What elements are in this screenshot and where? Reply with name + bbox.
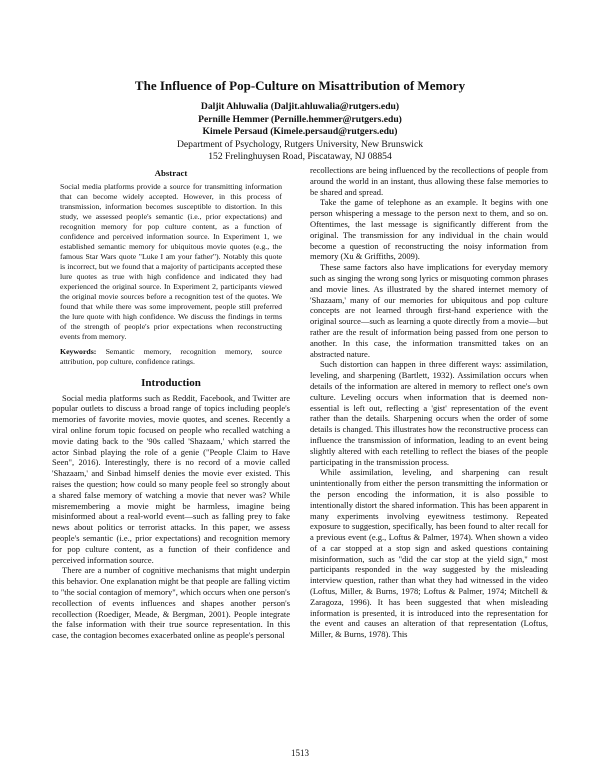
left-column	[52, 168, 290, 641]
abstract-body	[52, 182, 290, 342]
keywords	[52, 347, 290, 367]
paper-title: The Influence of Pop-Culture on Misattribution of Memory	[134, 78, 466, 93]
keywords-label: Keywords:	[60, 346, 97, 356]
body-paragraph: Such distortion can happen in three different ways: assimilation, leveling, and sharpening (Bartlett, 1932). Assimilation occurs when details of the information are altered in memory to reflect one's own culture. Leveling occurs when information that is deemed non-essential is left out, reflecting a 'gist' representation of the event rather than the details. Sharpening occurs when the order of some details is changed. This illustrates how the reconstructive process can influence the transmission of information, leading to an event being slightly altered with each retelling to reflect the biases of the people participating in the transmission process.	[310, 359, 548, 467]
affiliation-line: 152 Frelinghuysen Road, Piscataway, NJ 08854	[208, 151, 392, 162]
right-column	[310, 165, 548, 640]
page-number: 1513	[291, 748, 309, 758]
body-paragraph: Take the game of telephone as an example. It begins with one person whispering a message to the person next to them, and so on. Oftentimes, the last message is significantly different from the original. The transmission for any individual in the chain would become a question of reconstructing the noisy information from memory (Xu & Griffiths, 2009).	[310, 197, 548, 262]
body-paragraph: Social media platforms such as Reddit, Facebook, and Twitter are popular outlets to discuss a broad range of topics including people's memories of favorite movies, movie quotes, and scenes. Recently a viral online forum topic focused on people who recalled watching a movie dating back to the '90s called 'Shazaam,' which starred the actor Sinbad playing the role of a genie ("People Claim to Have Seen", 2016). Interestingly, there is no record of a movie called 'Shazaam,' and Sinbad himself denies the movie ever existed. This raises the question; how could so many people feel so strongly about a shared false memory of watching a movie that never was? While misremembering a movie might be harmless, imagine being misinformed about a real-world event—such as falling prey to fake news about politics or terrorist attacks. In this paper, we assess people's semantic (i.e., prior expectations) and recognition memory for pop culture content, as a function of their confidence and perceived information source.	[52, 392, 290, 565]
author-block	[60, 101, 540, 164]
body-paragraph: There are a number of cognitive mechanisms that might underpin this behavior. One explanation might be that people are falling victim to "the social contagion of memory", which occurs when one person's recollection of events influences and shapes another person's recollection (Roediger, Meade, & Bergman, 2001). People integrate the false information with their true source representation. In this case, the contagion becomes exacerbated online as people's personal	[52, 565, 290, 641]
author-line: Daljit Ahluwalia (Daljit.ahluwalia@rutgers.edu)	[200, 101, 400, 112]
body-paragraph: These same factors also have implications for everyday memory such as singing the wrong song lyrics or misquoting common phrases and movie lines. As illustrated by the shared internet memory of 'Shazaam,' many of our memories for ubiquitous and pop culture concepts are not learned through first-hand experience with the original source—such as learning a quote directly from a movie—but rather are the result of information being passed from one person to another. In this case, the information transmitted takes on an abstracted nature.	[310, 262, 548, 359]
author-line: Kimele Persaud (Kimele.persaud@rutgers.edu)	[202, 126, 398, 137]
abstract-heading: Abstract	[154, 168, 188, 178]
keywords-text: Semantic memory, recognition memory, source attribution, pop culture, confidence ratings.	[60, 346, 282, 366]
section-heading-introduction: Introduction	[141, 376, 201, 389]
body-paragraph: While assimilation, leveling, and sharpening can result unintentionally from either the person transmitting the information or the person encoding the information, it is also possible to intentionally distort the shared information. This has been apparent in many experiments involving eyewitness testimony. Repeated exposure to suggestion, specifically, has been found to alter recall for a previous event (e.g., Loftus & Palmer, 1974). When shown a video of a car stopped at a stop sign and asked questions containing misinformation, such as "did the car stop at the yield sign," most participants responded in the way suggested by the misleading interview question, rather than what they had witnessed in the video (Loftus, Miller, & Burns, 1978; Loftus & Palmer, 1974; Mitchell & Zaragoza, 1996). It has been suggested that when misleading information is presented, it is introduced into the representation for the event and causes an alteration of that representation (Loftus, Miller, & Burns, 1978). This	[310, 467, 548, 640]
author-line: Pernille Hemmer (Pernille.hemmer@rutgers.edu)	[198, 113, 402, 125]
abstract-text: Social media platforms provide a source for transmitting information that can become widely accepted. However, in this process of transmission, information becomes susceptible to distortion. In this study, we assessed people's semantic (i.e., prior expectations) and recognition memory for pop culture content, as a function of confidence and perceived information source. In Experiment 1, we established semantic memory for ubiquitous movie quotes (e.g., the famous Star Wars quote "Luke I am your father"). Notably this quote is incorrect, but we found that a majority of participants accepted these lure quotes as true with high confidence and indicated they had experienced the original source. In Experiment 2, participants viewed the original movie sources before a recognition test of the quotes. We found that while there was some improvement, people still preferred the lure quote with high confidence. We discuss the findings in terms of the strength of people's prior expectations when reconstructing events from memory.	[60, 181, 282, 341]
affiliation-line: Department of Psychology, Rutgers University, New Brunswick	[176, 138, 424, 150]
body-paragraph: recollections are being influenced by the recollections of people from around the world in an instant, thus allowing these false memories to be shared and spread.	[310, 165, 548, 197]
